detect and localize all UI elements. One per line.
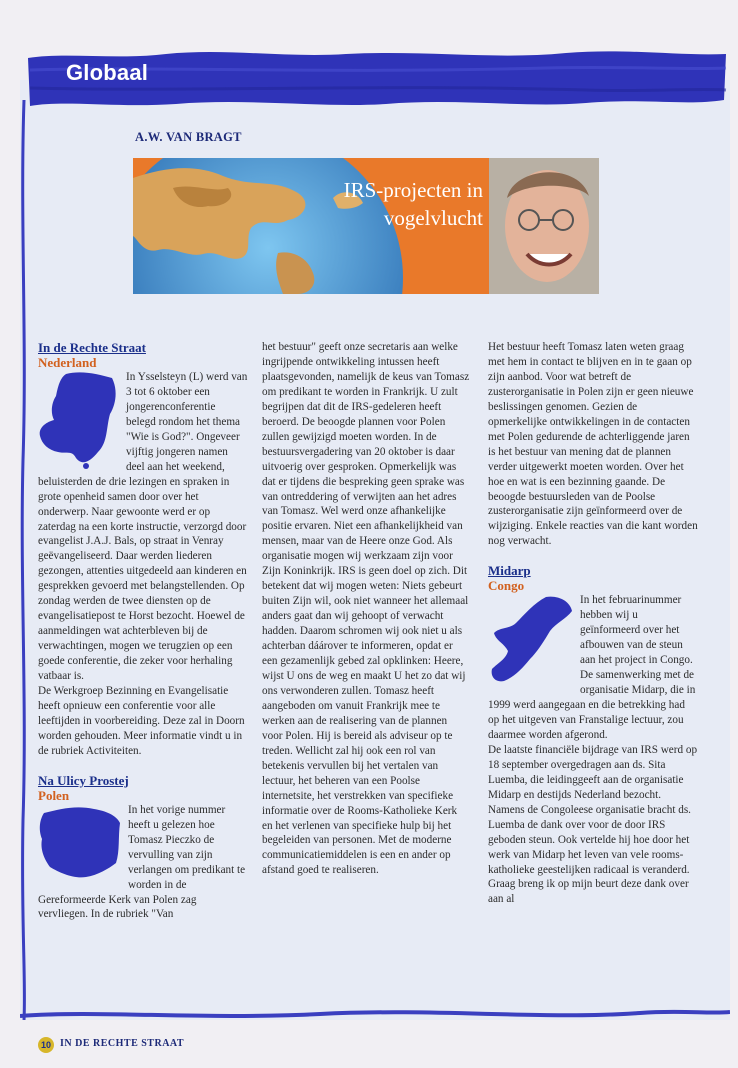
hero-image xyxy=(133,158,599,294)
paragraph-polen-1: In het vorige nummer heeft u gelezen hoe Tomasz Pieczko de vervulling van zijn verlangen om predikant te worden in de Gereformeerde Kerk van Polen zag vervliegen. In de rubriek "Van xyxy=(38,803,246,921)
brush-left-edge xyxy=(18,100,32,1020)
netherlands-map-icon xyxy=(36,370,120,470)
subheading-congo: Congo xyxy=(488,578,525,594)
paragraph-congo-2: De laatste financiële bijdrage van IRS werd op 18 september overgedragen aan ds. Sita Luemba, die leidinggeeft aan de organisatie Midarp en destijds Nederland bezocht. Namens de Congoleese organisatie bracht ds. Luemba de dank over voor de door IRS geboden steun. Ook vertelde hij hoe door het werk van Midarp het leven van vele rooms-katholieke geestelijken radicaal is veranderd. Graag breng ik op mijn beurt deze dank over aan al xyxy=(488,743,698,906)
subheading-polen: Polen xyxy=(38,787,70,803)
paragraph-polen-3: Het bestuur heeft Tomasz laten weten graag met hem in contact te blijven en in te gaan op zijn aanbod. Voor wat betreft de zusterorganisatie in Polen zijn er geen nieuwe beslissingen genomen. Gezien de opmerkelijke ontwikkelingen in de contacten met Polen gedurende de achterliggende jaren is het bestuur van mening dat de plannen verder uitgewerkt moeten worden. Over het hoe en wat is een bezinning gaande. De beoogde bestuursleden van de Poolse zusterorganisatie zijn geïnformeerd over de wijziging. Enkele reacties van die kant worden nog verwacht. xyxy=(488,341,698,548)
paragraph-congo-1: In het februarinummer hebben wij u geïnformeerd over het afbouwen van de steun aan het project in Congo. De samenwerking met de organisatie Midarp, die in 1999 werd aangegaan en die betrekking had op het uitgeven van Franstalige lectuur, zou daarmee worden afgerond. xyxy=(488,594,696,741)
heading-in-de-rechte-straat: In de Rechte Straat xyxy=(38,340,146,355)
author-portrait xyxy=(489,158,599,294)
brush-bottom-edge xyxy=(20,1004,730,1026)
author-byline: A.W. VAN BRAGT xyxy=(135,130,242,144)
hero-headline-line1: IRS-projecten in xyxy=(343,178,483,202)
footer-label: IN DE RECHTE STRAAT xyxy=(60,1038,185,1049)
column-3 xyxy=(488,340,698,907)
paragraph-polen-2: het bestuur" geeft onze secretaris aan welke ingrijpende ontwikkeling intussen heeft plaatsgevonden, namelijk de keus van Tomasz om predikant te worden in Frankrijk. U zult begrijpen dat dit de IRS-gedeleren heeft beroerd. De beoogde plannen voor Polen zullen gewijzigd moeten worden. In de bestuursvergadering van 20 oktober is daar uitvoerig over gesproken. Opmerkelijk was dat er tijdens die bespreking geen sprake was van ontreddering of verwijten aan het adres van Tomasz. Wel werd onze afhankelijke positie ervaren. Niet een afhankelijkheid van mensen, maar van de Heere onze God. Als organisatie mogen wij werkzaam zijn voor Zijn Koninkrijk. IRS is geen doel op zich. Dit betekent dat wij mogen weten: Niets gebeurt buiten Zijn wil, ook niet wanneer het allemaal anders gaat dan wij gehoopt of verwacht hadden. Daarom schromen wij ook niet u als achterban dáárover te informeren, opdat er een gezamenlijk gebed zal opklinken: Heere, wijst U ons de weg en maakt U het zo dat wij ons verwonderen zullen. Tomasz heeft aangeboden om vanuit Frankrijk mee te werken aan de realisering van de plannen voor Polen. Hij is bereid als adviseur op te treden. Wellicht zal hij ook een rol van betekenis vervullen bij het vertalen van lectuur, het beheren van een Poolse internetsite, het verstrekken van specifieke informatie over de Rooms-Katholieke Kerk en het verlenen van specifieke hulp bij het begeleiden van personen. Met de moderne communicatiemiddelen is een en ander op afstand goed te realiseren. xyxy=(262,341,470,877)
column-2 xyxy=(262,340,470,878)
column-1 xyxy=(38,340,248,922)
paragraph-nederland-1: In Ysselsteyn (L) werd van 3 tot 6 oktober een jongerenconferentie belegd rondom het thema "Wie is God?". Ongeveer vijftig jongeren namen deel aan het weekend, beluisterden de drie lezingen en spraken in grote openheid samen door over het onderwerp. Naar gewoonte werd er op zaterdag na een korte instructie, verzorgd door evangelist J.A.J. Bals, op straat in Venray geëvangeliseerd. Daar werden liederen gezongen, attenties uitgedeeld aan kinderen en gesprekken gevoerd met belangstellenden. Op zondag werden de twee diensten op de evangelisatiepost te Horst bezocht. Hoewel de aanmeldingen wat achterbleven bij de verwachtingen, mogen we terugzien op een goede conferentie, die zeker voor herhaling vatbaar is. xyxy=(38,371,248,683)
poland-map-icon xyxy=(36,803,122,881)
paragraph-nederland-2: De Werkgroep Bezinning en Evangelisatie heeft opnieuw een conferentie voor alle leeftijden in voorbereiding. Deze zal in Doorn worden gehouden. Meer informatie vindt u in de rubriek Activiteiten. xyxy=(38,685,245,757)
subheading-nederland: Nederland xyxy=(38,355,97,370)
section-title: Globaal xyxy=(66,60,149,85)
heading-na-ulicy-prostej: Na Ulicy Prostej xyxy=(38,772,129,788)
hero-headline xyxy=(293,176,483,232)
portrait-photo xyxy=(489,158,599,294)
heading-midarp: Midarp xyxy=(488,563,531,579)
congo-map-icon xyxy=(486,593,574,685)
hero-headline-line2: vogelvlucht xyxy=(383,206,483,230)
page-number-badge: 10 xyxy=(38,1037,54,1053)
